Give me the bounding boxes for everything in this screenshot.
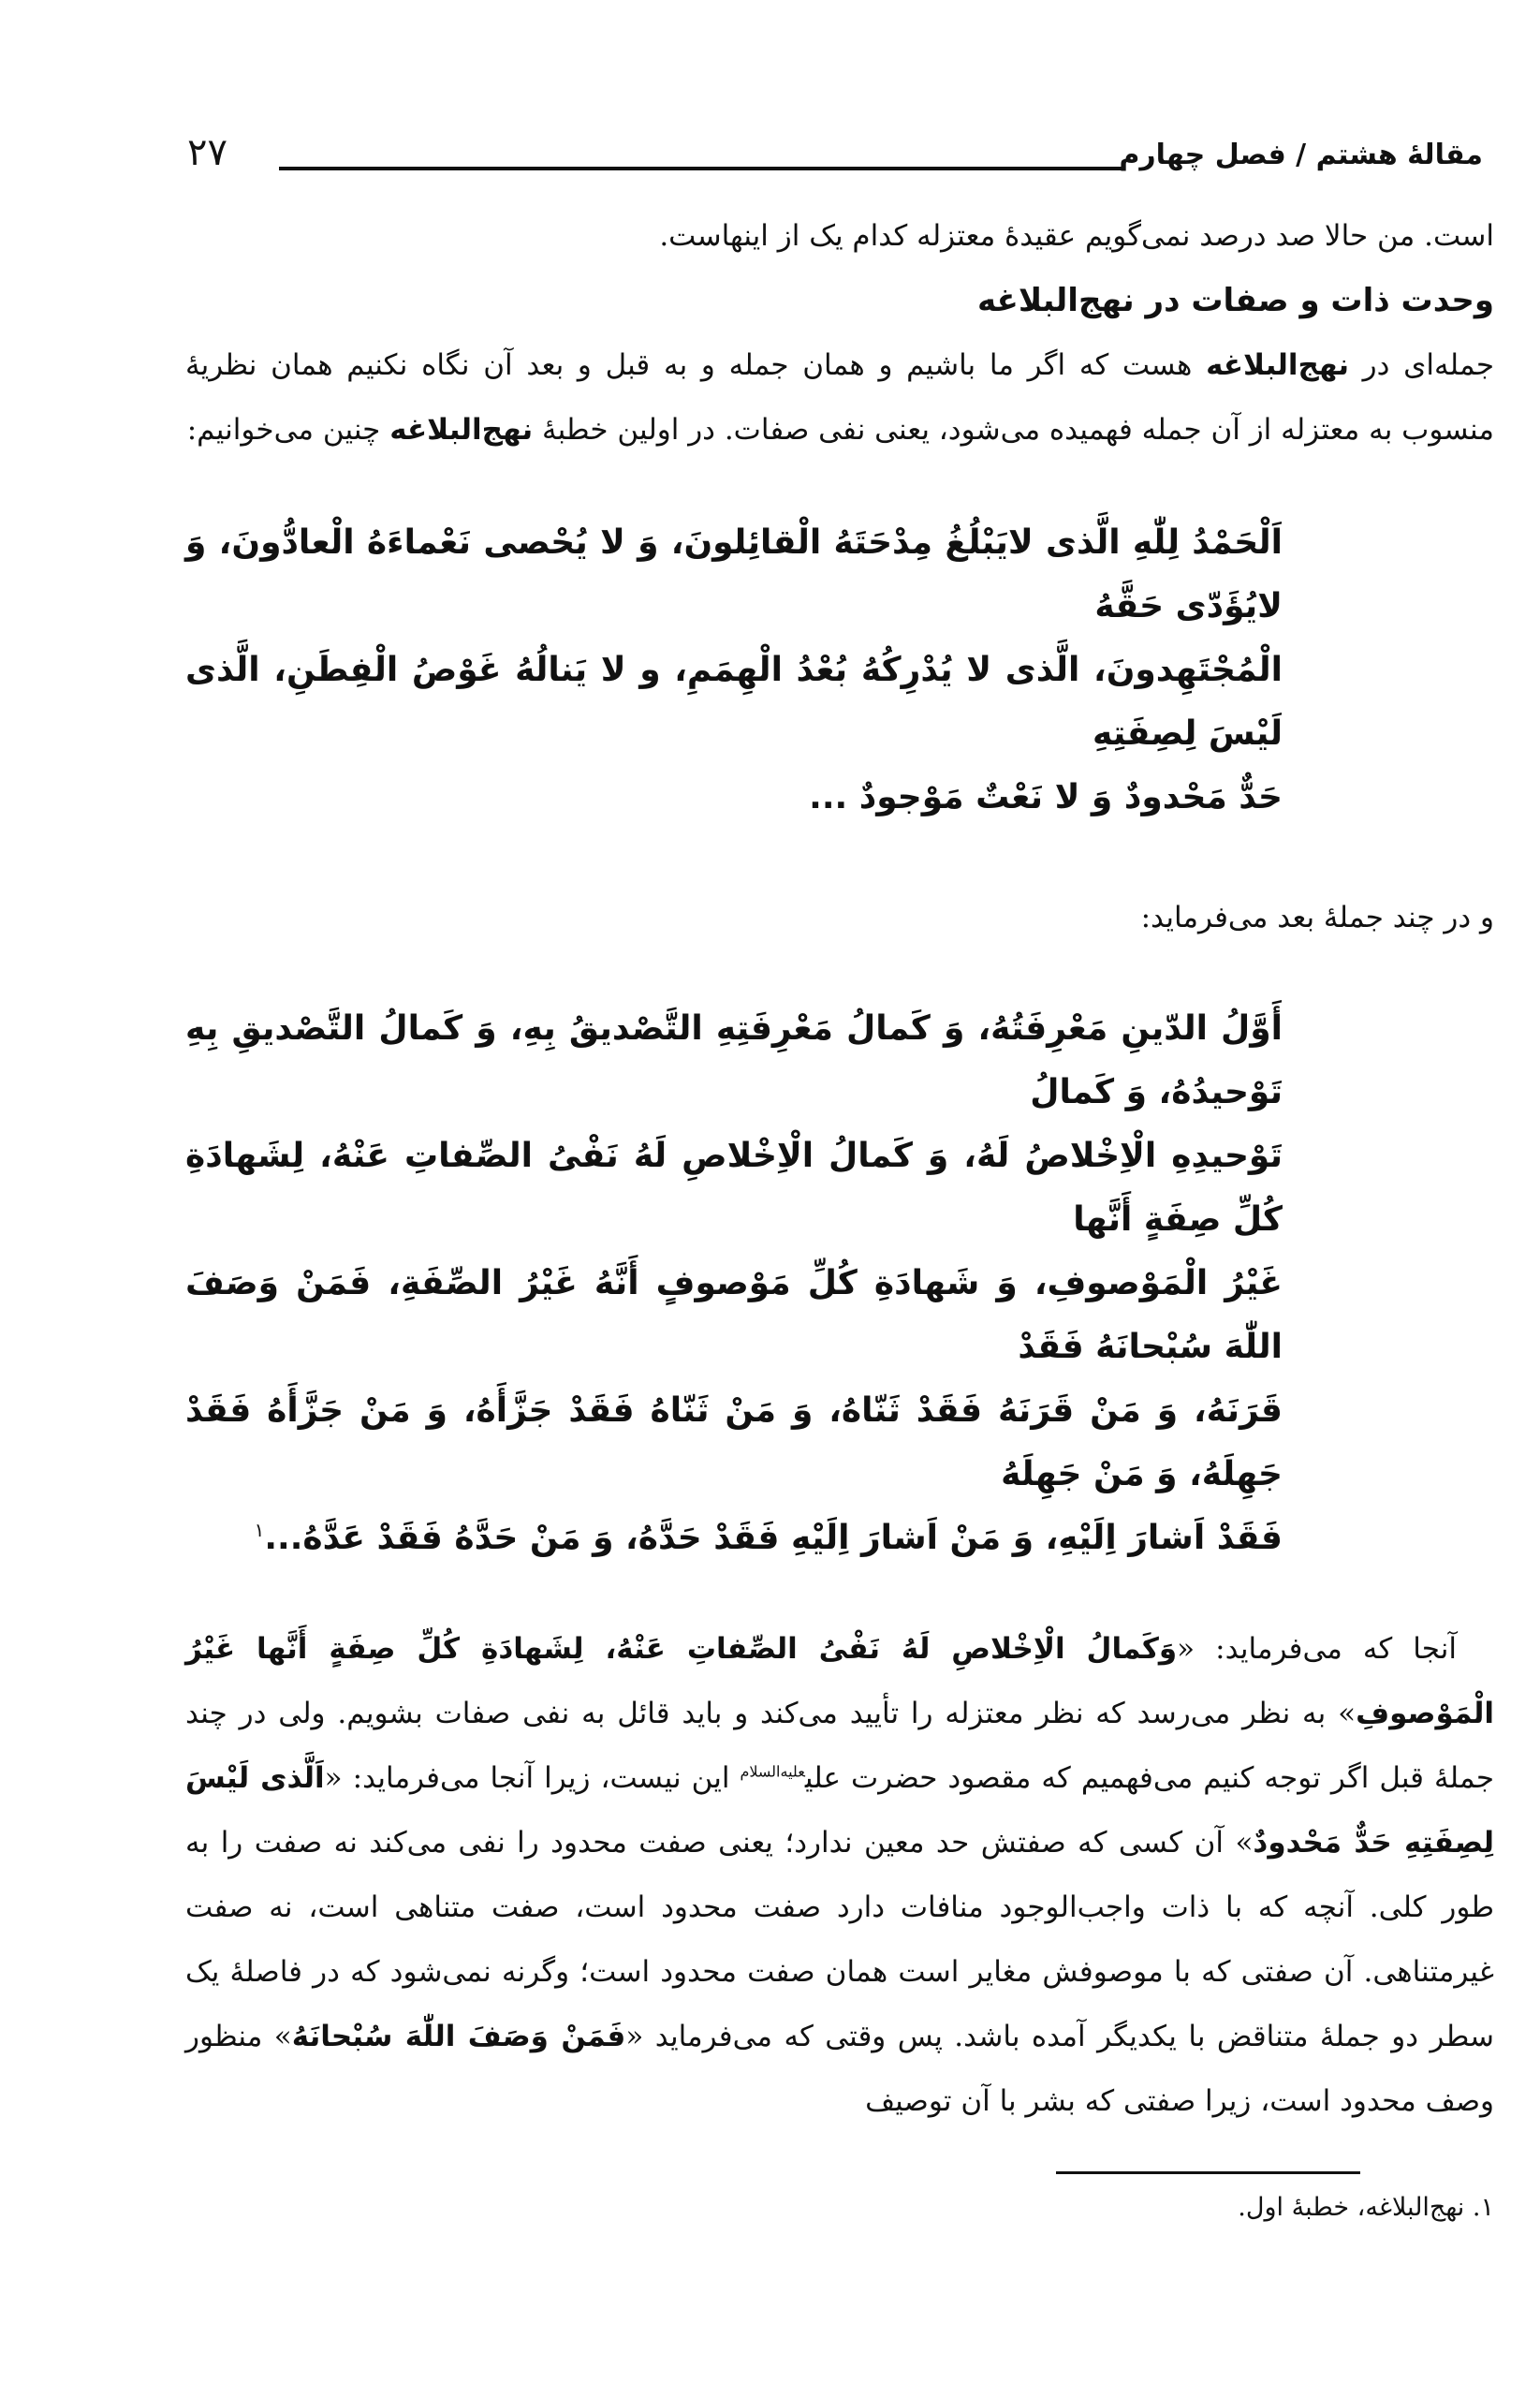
paragraph-1-part-2: هست که اگر ما باشیم و همان جمله و به قبل و بعد آن نگاه نکنیم همان نظریهٔ منسوب به معتزله از آن جمله فهمیده می‌شود، یعنی نفی صفات. در اولین خطبهٔ [185,348,1494,447]
paragraph-2-part-2: » به نظر می‌رسد که نظر معتزله را تأیید می‌کند و باید قائل به نفی صفات بشویم. ولی در چند جملهٔ قبل اگر توجه کنیم می‌فهمیم که مقصود حضرت علی [185,1697,1494,1795]
footnote: ۱. نهج‌البلاغه، خطبهٔ اول. [1238,2193,1494,2222]
quote-2-line: أَوَّلُ الدّینِ مَعْرِفَتُهُ، وَ کَمالُ مَعْرِفَتِهِ التَّصْدیقُ بِهِ، وَ کَمالُ التَّصْدیقِ بِهِ تَوْحیدُهُ، وَ کَمالُ [185,1009,1283,1111]
quote-1-line: الْمُجْتَهِدونَ، الَّذی لا یُدْرِکُهُ بُعْدُ الْهِمَمِ، و لا یَنالُهُ غَوْصُ الْفِطَنِ، الَّذی لَیْسَ لِصِفَتِهِ [185,651,1283,753]
quote-2-line: غَیْرُ الْمَوْصوفِ، وَ شَهادَةِ کُلِّ مَوْصوفٍ أَنَّهُ غَیْرُ الصِّفَةِ، فَمَنْ وَصَفَ اللّٰهَ سُبْحانَهُ فَقَدْ [185,1264,1283,1366]
footnote-area [185,2171,1494,2228]
honorific-ligature: علیه‌السلام [740,1762,805,1781]
footnote-reference[interactable]: ۱ [254,1519,265,1541]
running-header [185,131,1494,178]
quote-1-line: حَدٌّ مَحْدودٌ وَ لا نَعْتٌ مَوْجودٌ ... [809,778,1283,816]
intro-line: و در چند جملهٔ بعد می‌فرماید: [1140,901,1494,934]
opening-line [185,204,1494,269]
book-title-emphasis: نهج‌البلاغه [1206,348,1349,382]
paragraph-2-part-4: » آن کسی که صفتش حد معین ندارد؛ یعنی صفت محدود را نفی می‌کند نه صفت را به طور کلی. آنچه که با ذات واجب‌الوجود منافات دارد صفت محدود است، صفت متناهی است، نه صفت غیرمتناهی. آن صفتی که با موصوفش مغایر است همان صفت محدود است؛ وگرنه نمی‌شود که در فاصلهٔ یک سطر دو جملهٔ متناقض با یکدیگر آمده باشد. پس وقتی که می‌فرماید « [185,1826,1494,2053]
section-heading: وحدت ذات و صفات در نهج‌البلاغه [977,282,1494,319]
book-title-emphasis: نهج‌البلاغه [389,413,534,447]
quote-2-line: فَقَدْ اَشارَ اِلَیْهِ، وَ مَنْ اَشارَ اِلَیْهِ فَقَدْ حَدَّهُ، وَ مَنْ حَدَّهُ فَقَدْ عَدَّهُ... [264,1519,1283,1557]
quote-2-line: قَرَنَهُ، وَ مَنْ قَرَنَهُ فَقَدْ ثَنّاهُ، وَ مَنْ ثَنّاهُ فَقَدْ جَزَّأَهُ، وَ مَنْ جَزَّأَهُ فَقَدْ جَهِلَهُ، وَ مَنْ جَهِلَهُ [185,1391,1283,1493]
paragraph-2-part-3: این نیست، زیرا آنجا می‌فرماید: « [324,1761,741,1795]
inline-arabic-quote: فَمَنْ وَصَفَ اللّٰهَ سُبْحانَهُ [291,2020,626,2053]
paragraph-1-part-1: جمله‌ای در [1348,348,1495,382]
header-rule [279,167,1124,170]
paragraph-2 [185,1617,1494,2134]
footnote-rule [1056,2171,1360,2174]
paragraph-1-part-3: چنین می‌خوانیم: [186,413,390,447]
quote-1-line: اَلْحَمْدُ لِلّٰهِ الَّذی لایَبْلُغُ مِدْحَتَهُ الْقائِلونَ، وَ لا یُحْصی نَعْماءَهُ الْعادُّونَ، وَ لایُؤَدّی حَقَّهُ [185,523,1283,625]
inline-arabic-quote: اَلَّذی لَیْسَ لِصِفَتِهِ حَدٌّ مَحْدودٌ [185,1761,1495,1860]
opening-line-text: است. من حالا صد درصد نمی‌گویم عقیدهٔ معتزله کدام یک از اینهاست. [659,219,1494,253]
paragraph-2-part-1: آنجا که می‌فرماید: « [1177,1632,1457,1666]
running-title: مقالهٔ هشتم / فصل چهارم [1119,139,1483,171]
arabic-quote-1 [185,511,1283,830]
inline-arabic-quote: وَکَمالُ الْاِخْلاصِ لَهُ نَفْیُ الصِّفاتِ عَنْهُ، لِشَهادَةِ کُلِّ صِفَةٍ أَنَّها غَیْرُ الْمَوْصوفِ [185,1632,1494,1730]
quote-2-line: تَوْحیدِهِ الْاِخْلاصُ لَهُ، وَ کَمالُ الْاِخْلاصِ لَهُ نَفْیُ الصِّفاتِ عَنْهُ، لِشَهادَةِ کُلِّ صِفَةٍ أَنَّها [185,1137,1283,1239]
paragraph-1 [185,333,1494,463]
arabic-quote-2 [185,997,1283,1570]
paragraph-2-part-5: » منظور وصف محدود است، زیرا صفتی که بشر با آن توصیف [185,2020,1494,2118]
page-number: ۲۷ [187,131,227,174]
